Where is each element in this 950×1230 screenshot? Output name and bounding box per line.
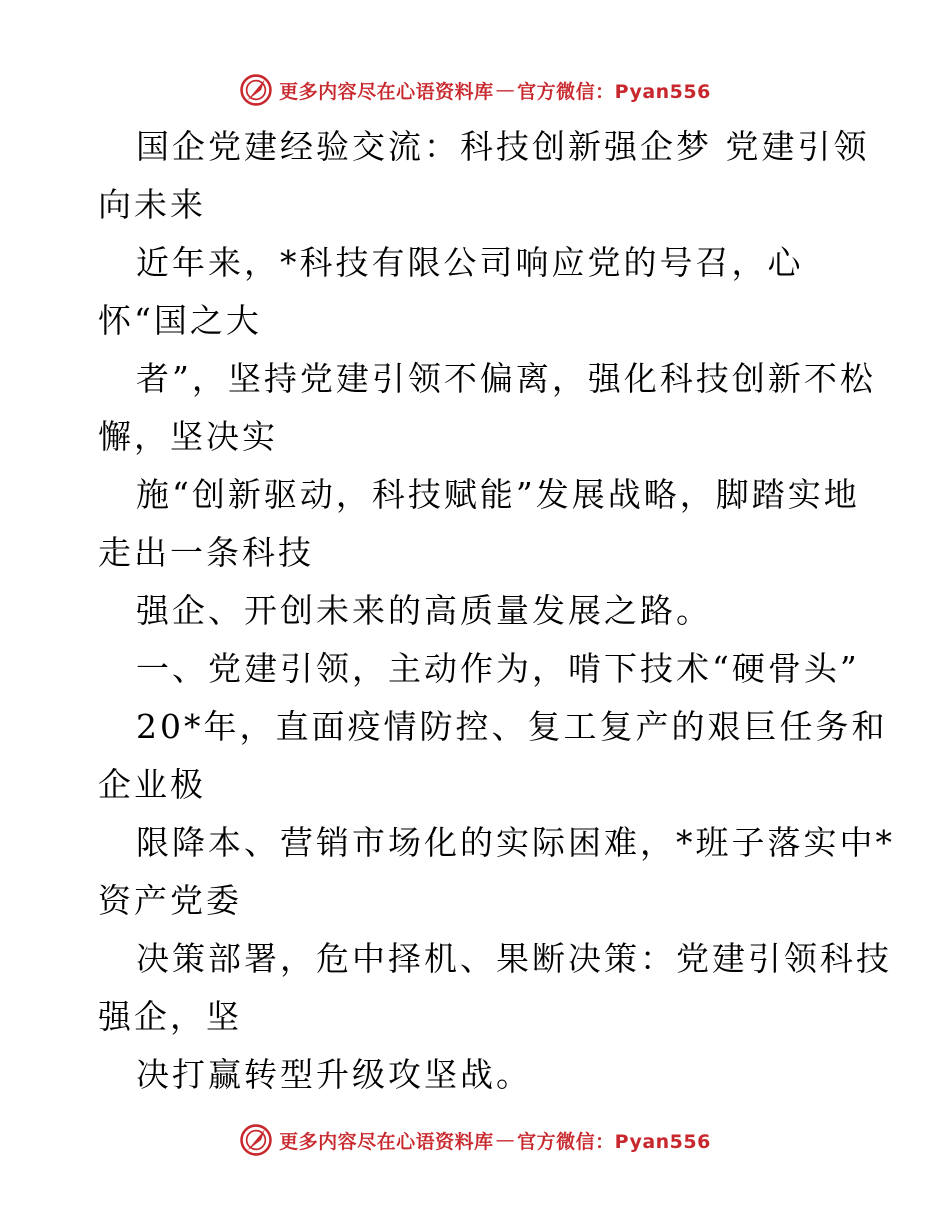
doc-line: 者”，坚持党建引领不偏离，强化科技创新不松 <box>136 359 876 398</box>
doc-title-line-2: 向未来 <box>98 185 206 224</box>
doc-line: 决打赢转型升级攻坚战。 <box>136 1055 532 1094</box>
doc-title-line-1: 国企党建经验交流：科技创新强企梦 党建引领 <box>136 127 870 166</box>
doc-line: 强企，坚 <box>98 997 242 1036</box>
doc-line: 强企、开创未来的高质量发展之路。 <box>136 591 712 630</box>
header-watermark <box>0 70 950 110</box>
doc-line: 懈，坚决实 <box>98 417 278 456</box>
watermark-wechat: 官方微信：Pyan556 <box>517 80 711 103</box>
doc-line: 20*年，直面疫情防控、复工复产的艰巨任务和 <box>136 707 888 746</box>
document-body <box>98 118 895 1104</box>
doc-line: 资产党委 <box>98 881 242 920</box>
watermark-wechat: 官方微信：Pyan556 <box>517 1130 711 1153</box>
footer-watermark <box>0 1120 950 1160</box>
doc-line: 施“创新驱动，科技赋能”发展战略，脚踏实地 <box>136 475 860 514</box>
doc-line: 限降本、营销市场化的实际困难，*班子落实中* <box>136 823 895 862</box>
doc-line: 企业极 <box>98 765 206 804</box>
watermark-dash: — <box>495 79 516 101</box>
watermark-brand: 更多内容尽在心语资料库 <box>279 1130 494 1153</box>
section-heading: 一、党建引领，主动作为，啃下技术“硬骨头” <box>136 649 860 688</box>
quill-logo-icon <box>239 73 273 107</box>
doc-line: 决策部署，危中择机、果断决策：党建引领科技 <box>136 939 892 978</box>
watermark-dash: — <box>495 1129 516 1151</box>
quill-logo-icon <box>239 1123 273 1157</box>
doc-line: 走出一条科技 <box>98 533 314 572</box>
doc-line: 近年来，*科技有限公司响应党的号召，心 <box>136 243 804 282</box>
watermark-brand: 更多内容尽在心语资料库 <box>279 80 494 103</box>
doc-line: 怀“国之大 <box>98 301 262 340</box>
